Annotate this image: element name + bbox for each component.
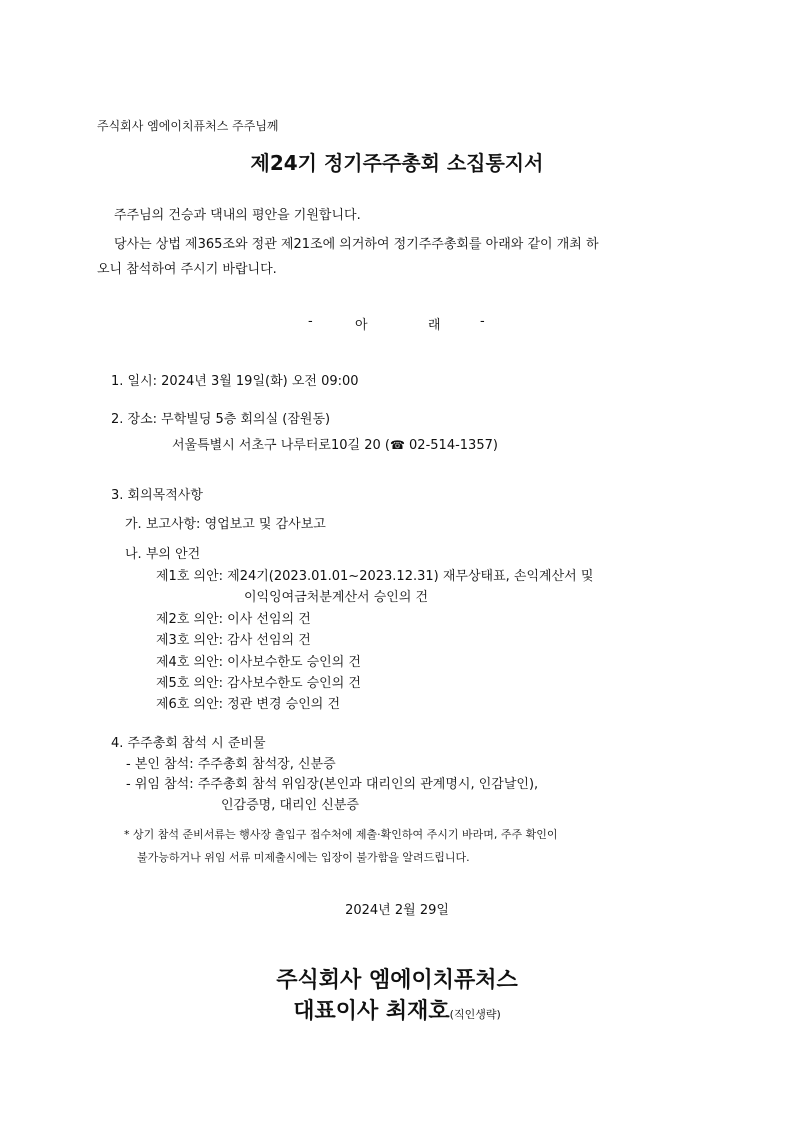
separator-dash-right: - bbox=[480, 314, 485, 329]
address-text: 서울특별시 서초구 나루터로10길 20 ( bbox=[172, 438, 390, 453]
agenda-item-2: 제2호 의안: 이사 선임의 건 bbox=[156, 612, 311, 627]
agenda-item-1: 제1호 의안: 제24기(2023.01.01~2023.12.31) 재무상태표, 손익계산서 및 bbox=[156, 569, 594, 584]
document-title: 제24기 정기주주총회 소집통지서 bbox=[250, 151, 544, 175]
requirement-self: - 본인 참석: 주주총회 참석장, 신분증 bbox=[126, 757, 336, 772]
separator-word-1: 아 bbox=[355, 318, 368, 333]
ceo-signature-line bbox=[0, 994, 794, 1025]
ceo-name: 대표이사 최재호 bbox=[293, 999, 450, 1024]
agenda-item-6: 제6호 의안: 정관 변경 승인의 건 bbox=[156, 697, 341, 712]
section-4-heading: 4. 주주총회 참석 시 준비물 bbox=[111, 736, 266, 751]
venue-address bbox=[172, 434, 498, 453]
section-3-agenda-heading: 나. 부의 안건 bbox=[125, 547, 201, 562]
intro-line-2: 당사는 상법 제365조와 정관 제21조에 의거하여 정기주주총회를 아래와 같이 개최 하 bbox=[114, 237, 599, 252]
agenda-item-3: 제3호 의안: 감사 선임의 건 bbox=[156, 633, 311, 648]
notice-line-2: 불가능하거나 위임 서류 미제출시에는 입장이 불가함을 알려드립니다. bbox=[137, 851, 470, 864]
section-3-report-items: 가. 보고사항: 영업보고 및 감사보고 bbox=[125, 517, 326, 532]
company-name: 주식회사 엠에이치퓨처스 bbox=[276, 968, 518, 993]
intro-line-3: 오니 참석하여 주시기 바랍니다. bbox=[97, 262, 277, 277]
notice-line-1: * 상기 참석 준비서류는 행사장 출입구 접수처에 제출·확인하여 주시기 바라며, 주주 확인이 bbox=[124, 828, 558, 841]
intro-line-1: 주주님의 건승과 댁내의 평안을 기원합니다. bbox=[114, 208, 361, 223]
section-2-venue: 2. 장소: 무학빌딩 5층 회의실 (잠원동) bbox=[111, 412, 331, 427]
addressee: 주식회사 엠에이치퓨처스 주주님께 bbox=[97, 119, 279, 133]
section-3-heading: 3. 회의목적사항 bbox=[111, 488, 203, 503]
agenda-item-1-cont: 이익잉여금처분계산서 승인의 건 bbox=[244, 590, 429, 605]
separator-word-2: 래 bbox=[428, 318, 441, 333]
agenda-item-5: 제5호 의안: 감사보수한도 승인의 건 bbox=[156, 676, 361, 691]
agenda-item-4: 제4호 의안: 이사보수한도 승인의 건 bbox=[156, 655, 361, 670]
seal-note: (직인생략) bbox=[449, 1008, 501, 1021]
requirement-proxy: - 위임 참석: 주주총회 참석 위임장(본인과 대리인의 관계명시, 인감날인), bbox=[126, 777, 539, 792]
requirement-proxy-cont: 인감증명, 대리인 신분증 bbox=[221, 798, 359, 813]
issue-date: 2024년 2월 29일 bbox=[345, 903, 449, 918]
section-1-datetime: 1. 일시: 2024년 3월 19일(화) 오전 09:00 bbox=[111, 374, 359, 389]
separator-dash-left: - bbox=[308, 314, 313, 329]
phone-number: 02-514-1357) bbox=[404, 438, 498, 453]
phone-icon: ☎ bbox=[389, 438, 405, 452]
